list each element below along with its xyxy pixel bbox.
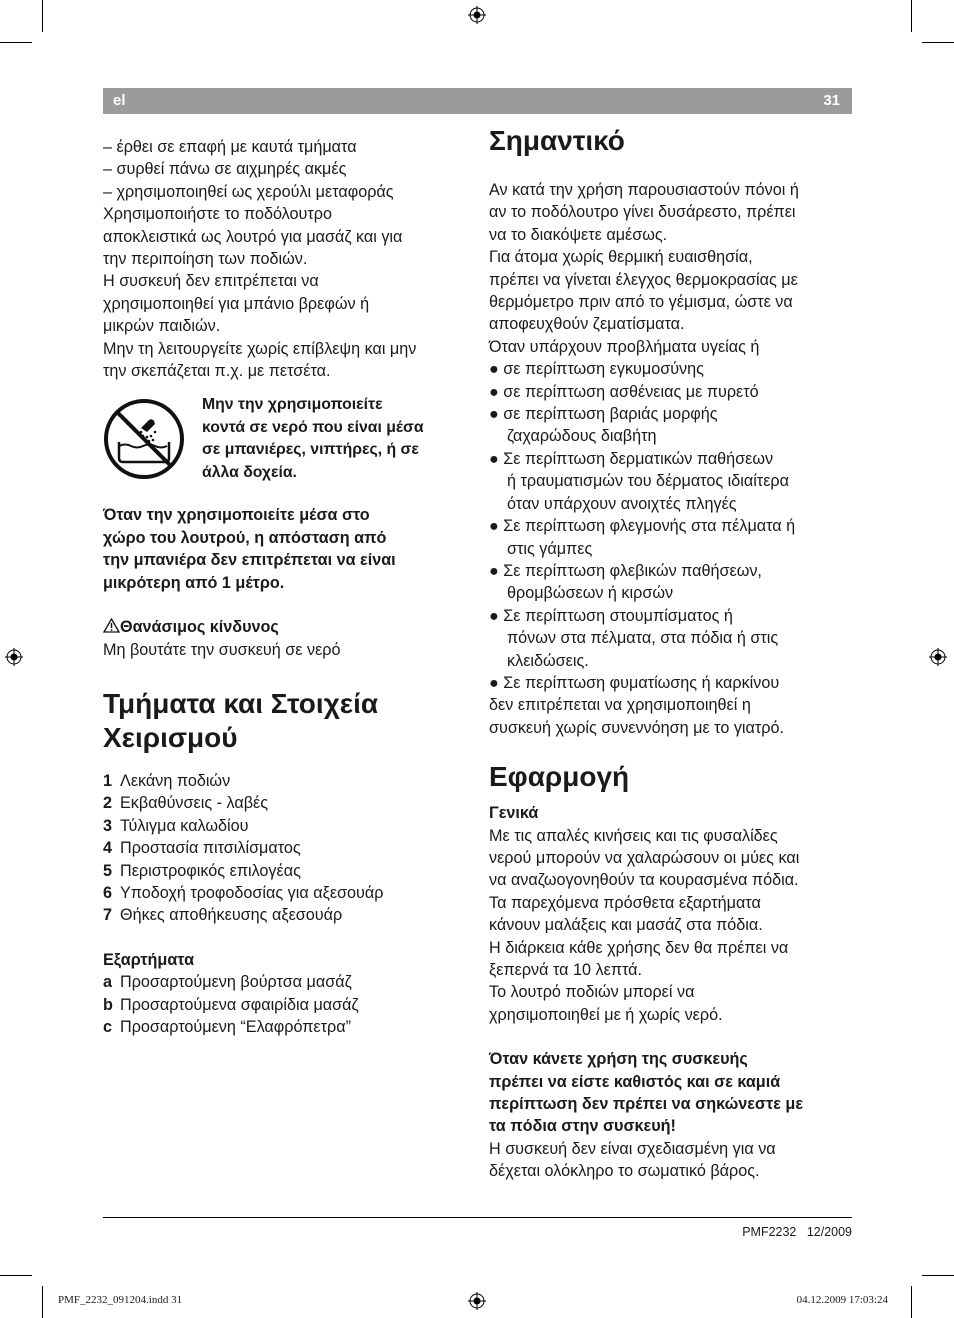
text-line: την περιποίηση των ποδιών. <box>103 250 308 269</box>
important-heading: Σημαντικό <box>489 125 625 156</box>
paragraph <box>489 1138 854 1183</box>
text-line: ξεπερνά τα 10 λεπτά. <box>489 961 643 979</box>
text-line: Όταν την χρησιμοποιείτε μέσα στο <box>103 506 370 525</box>
text-line: ● σε περίπτωση βαριάς μορφής <box>489 405 718 424</box>
page-number: 31 <box>823 92 840 109</box>
health-list <box>489 358 854 672</box>
paragraph <box>489 179 854 246</box>
text-line: Μην τη λειτουργείτε χωρίς επίβλεψη και μην <box>103 339 417 358</box>
item-label: Προστασία πιτσιλίσματος <box>120 839 301 858</box>
text-line: συσκευή χωρίς συνεννόηση με το γιατρό. <box>489 718 784 737</box>
right-column <box>489 124 854 1183</box>
item-letter: a <box>103 973 113 992</box>
list-item <box>103 770 468 792</box>
text-line: Για άτομα χωρίς θερμική ευαισθησία, <box>489 248 753 267</box>
text-line: Τα παρεχόμενα πρόσθετα εξαρτήματα <box>489 893 761 912</box>
item-number: 6 <box>103 883 113 902</box>
text-line: Η συσκευή δεν είναι σχεδιασμένη για να <box>489 1139 776 1158</box>
list-item <box>489 560 854 605</box>
heading-line: Τμήματα και Στοιχεία <box>103 687 379 719</box>
footer-model-date <box>742 1225 852 1239</box>
registration-mark-icon <box>5 648 23 666</box>
language-code: el <box>113 92 126 109</box>
text-line: ή τραυματισμών του δέρματος ιδιαίτερα <box>507 472 789 491</box>
text-line: περίπτωση δεν πρέπει να σηκώνεστε με <box>489 1095 803 1114</box>
text-line: Με τις απαλές κινήσεις και τις φυσαλίδες <box>489 826 778 845</box>
crop-mark <box>42 1286 43 1318</box>
text-line: χώρο του λουτρού, η απόσταση από <box>103 528 387 547</box>
paragraph <box>103 203 468 270</box>
paragraph <box>489 672 854 739</box>
list-item <box>103 971 468 993</box>
text-line: αν το ποδόλουτρο γίνει δυσάρεστο, πρέπει <box>489 203 796 222</box>
registration-mark-icon <box>929 648 947 666</box>
item-number: 5 <box>103 861 113 880</box>
left-column <box>103 136 468 1038</box>
text-line: να το διακόψετε αμέσως. <box>489 225 668 244</box>
item-label: Λεκάνη ποδιών <box>120 771 231 790</box>
water-warning-box <box>103 394 468 504</box>
text-line: τα πόδια στην συσκευή! <box>489 1117 676 1136</box>
crop-mark <box>922 42 954 43</box>
imprint-file: PMF_2232_091204.indd 31 <box>58 1294 183 1306</box>
bathroom-warning <box>103 504 468 594</box>
text-line: Όταν κάνετε χρήση της συσκευής <box>489 1050 748 1069</box>
text-line: Αν κατά την χρήση παρουσιαστούν πόνοι ή <box>489 181 799 199</box>
list-item <box>103 882 468 904</box>
danger-notice <box>103 616 468 661</box>
text-line: όταν υπάρχουν ανοιχτές πληγές <box>507 494 737 513</box>
item-number: 3 <box>103 816 113 835</box>
dash-item: – συρθεί πάνω σε αιχμηρές ακμές <box>103 160 347 179</box>
general-heading: Γενικά <box>489 804 539 823</box>
crop-mark <box>911 1286 912 1318</box>
item-label: Υποδοχή τροφοδοσίας για αξεσουάρ <box>120 883 384 902</box>
text-line: ● Σε περίπτωση δερματικών παθήσεων <box>489 449 774 468</box>
text-line: την μπανιέρα δεν επιτρέπεται να είναι <box>103 551 396 570</box>
text-line: θρομβώσεων ή κιρσών <box>507 584 674 603</box>
sit-warning <box>489 1048 854 1138</box>
usage-heading: Εφαρμογή <box>489 761 630 793</box>
item-label: Προσαρτούμενα σφαιρίδια μασάζ <box>120 995 359 1014</box>
item-number: 1 <box>103 771 113 790</box>
list-item <box>103 904 468 926</box>
water-warning-text <box>202 394 472 484</box>
paragraph <box>489 246 854 336</box>
warning-triangle-icon <box>103 618 120 633</box>
text-line: χρησιμοποιηθεί για μπάνιο βρεφών ή <box>103 294 370 313</box>
item-letter: c <box>103 1017 113 1036</box>
text-line: μικρών παιδιών. <box>103 317 221 336</box>
accessories-list <box>103 971 468 1038</box>
health-intro: Όταν υπάρχουν προβλήματα υγείας ή <box>489 337 760 356</box>
list-item <box>103 815 468 837</box>
paragraph <box>489 825 854 1027</box>
text-line: κλειδώσεις. <box>507 651 589 670</box>
text-line: αποφευχθούν ζεματίσματα. <box>489 315 685 334</box>
text-line: ● Σε περίπτωση φυματίωσης ή καρκίνου <box>489 673 780 692</box>
registration-mark-icon <box>468 1292 486 1310</box>
text-line: Το λουτρό ποδιών μπορεί να <box>489 983 695 1002</box>
text-line: πρέπει να γίνεται έλεγχος θερμοκρασίας με <box>489 270 798 289</box>
item-number: 4 <box>103 839 113 858</box>
edition-date: 12/2009 <box>806 1225 852 1239</box>
danger-text: Μη βουτάτε την συσκευή σε νερό <box>103 640 341 659</box>
paragraph <box>103 338 468 383</box>
item-label: Τύλιγμα καλωδίου <box>120 816 249 835</box>
text-line: την σκεπάζεται π.χ. με πετσέτα. <box>103 362 331 381</box>
page-header <box>103 88 852 114</box>
item-label: Περιστροφικός επιλογέας <box>120 861 301 880</box>
list-item <box>103 837 468 859</box>
dash-item: – χρησιμοποιηθεί ως χερούλι μεταφοράς <box>103 182 394 201</box>
parts-heading <box>103 687 468 755</box>
danger-title: Θανάσιμος κίνδυνος <box>120 618 279 637</box>
text-line: ζαχαρώδους διαβήτη <box>507 427 657 446</box>
crop-mark <box>911 0 912 32</box>
text-line: άλλα δοχεία. <box>202 463 297 481</box>
item-label: Προσαρτούμενη βούρτσα μασάζ <box>120 973 352 992</box>
text-line: κάνουν μαλάξεις και μασάζ στα πόδια. <box>489 916 763 935</box>
text-line: νερού μπορούν να χαλαρώσουν οι μύες και <box>489 848 800 867</box>
text-line: ● Σε περίπτωση φλεγμονής στα πέλματα ή <box>489 517 796 536</box>
dash-list <box>103 136 468 203</box>
list-item <box>103 994 468 1016</box>
registration-mark-icon <box>468 6 486 24</box>
text-line: να αναζωογονηθούν τα κουρασμένα πόδια. <box>489 871 799 890</box>
list-item <box>489 448 854 515</box>
model-code: PMF2232 <box>742 1225 797 1239</box>
text-line: σε μπανιέρες, νιπτήρες, ή σε <box>202 441 419 459</box>
list-item <box>103 1016 468 1038</box>
text-line: κοντά σε νερό που είναι μέσα <box>202 418 424 436</box>
text-line: θερμόμετρο πριν από το γέμισμα, ώστε να <box>489 293 793 312</box>
danger-title-line <box>103 616 468 638</box>
item-number: 7 <box>103 906 113 925</box>
accessories-heading: Εξαρτήματα <box>103 950 195 969</box>
text-line: Χρησιμοποιήστε το ποδόλουτρο <box>103 205 332 224</box>
no-water-use-icon <box>103 398 185 480</box>
item-label: Θήκες αποθήκευσης αξεσουάρ <box>120 906 343 925</box>
text-line: πρέπει να είστε καθιστός και σε καμιά <box>489 1072 781 1091</box>
text-line: δέχεται ολόκληρο το σωματικό βάρος. <box>489 1162 760 1181</box>
list-item <box>103 860 468 882</box>
crop-mark <box>42 0 43 32</box>
parts-list <box>103 770 468 927</box>
list-item: ● σε περίπτωση εγκυμοσύνης <box>489 360 704 379</box>
list-item <box>489 403 854 448</box>
heading-line: Χειρισμού <box>103 721 238 753</box>
text-line: Η συσκευή δεν επιτρέπεται να <box>103 272 319 291</box>
item-letter: b <box>103 995 113 1014</box>
text-line: Η διάρκεια κάθε χρήσης δεν θα πρέπει να <box>489 938 789 957</box>
list-item <box>489 515 854 560</box>
crop-mark <box>0 42 32 43</box>
item-label: Προσαρτούμενη “Ελαφρόπετρα” <box>120 1017 351 1036</box>
text-line: ● Σε περίπτωση φλεβικών παθήσεων, <box>489 561 762 580</box>
paragraph <box>103 270 468 337</box>
text-line: ● Σε περίπτωση στουμπίσματος ή <box>489 606 733 625</box>
text-line: δεν επιτρέπεται να χρησιμοποιηθεί η <box>489 696 751 715</box>
text-line: στις γάμπες <box>507 539 593 558</box>
list-item <box>489 605 854 672</box>
text-line: χρησιμοποιηθεί με ή χωρίς νερό. <box>489 1005 723 1024</box>
item-label: Εκβαθύνσεις - λαβές <box>120 794 269 813</box>
list-item <box>103 792 468 814</box>
list-item: ● σε περίπτωση ασθένειας με πυρετό <box>489 382 759 401</box>
text-line: Μην την χρησιμοποιείτε <box>202 396 383 414</box>
text-line: αποκλειστικά ως λουτρό για μασάζ και για <box>103 227 403 246</box>
text-line: μικρότερη από 1 μέτρο. <box>103 573 285 592</box>
footer-divider <box>103 1217 852 1218</box>
text-line: πόνων στα πέλματα, στα πόδια ή στις <box>507 629 779 648</box>
imprint-timestamp: 04.12.2009 17:03:24 <box>796 1294 888 1306</box>
item-number: 2 <box>103 794 113 813</box>
crop-mark <box>0 1275 32 1276</box>
crop-mark <box>922 1275 954 1276</box>
dash-item: – έρθει σε επαφή με καυτά τμήματα <box>103 138 357 156</box>
